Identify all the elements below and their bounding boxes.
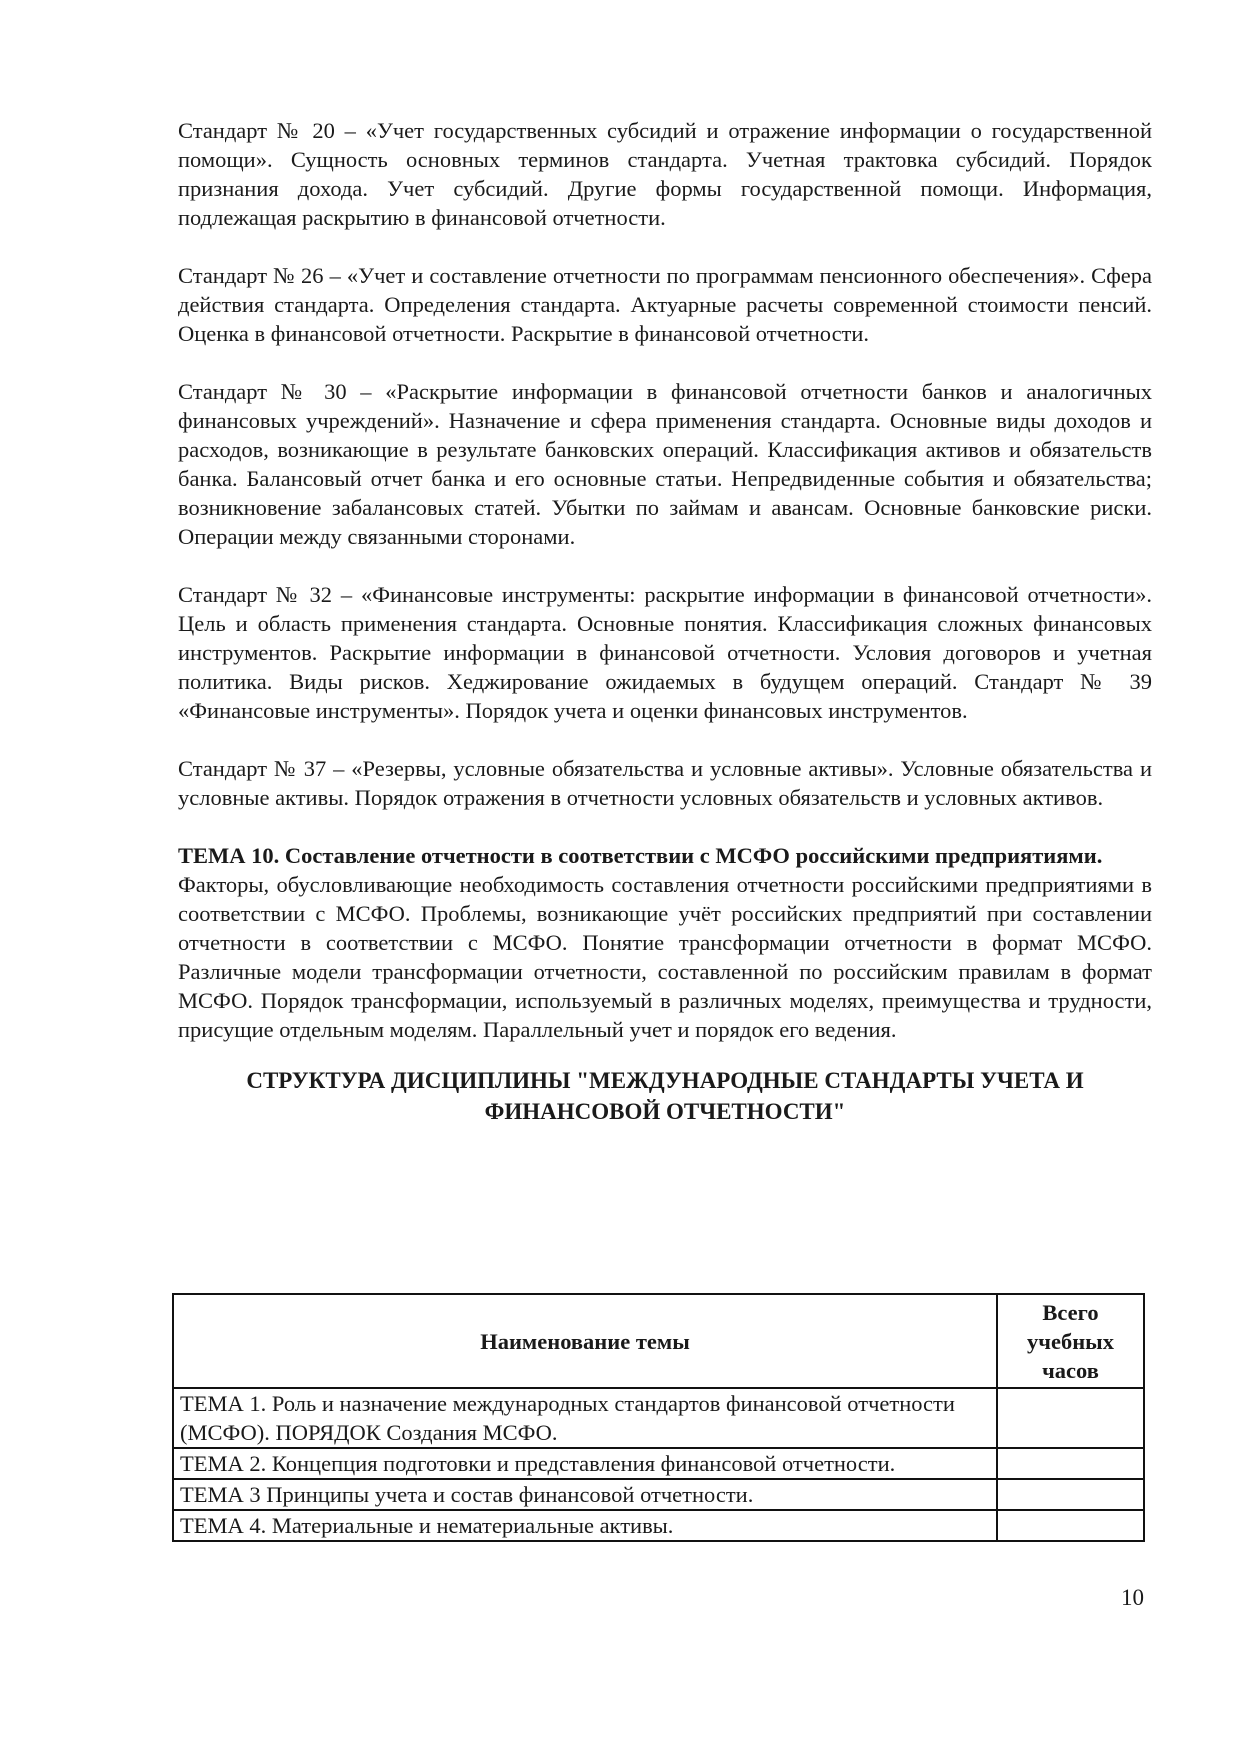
topic-cell: ТЕМА 3 Принципы учета и состав финансовой отчетности. <box>173 1479 997 1510</box>
topic-10-heading: ТЕМА 10. Составление отчетности в соответствии с МСФО российскими предприятиями. <box>178 843 1103 868</box>
table-row <box>173 1388 1144 1448</box>
header-total-hours: Всего учебных часов <box>997 1294 1144 1388</box>
topic-10-body: Факторы, обусловливающие необходимость составления отчетности российскими предприятиями в соответствии с МСФО. Проблемы, возникающие учёт российских предприятий при составлении отчетности в соответствии с МСФО. Понятие трансформации отчетности в формат МСФО. Различные модели трансформации отчетности, составленной по российским правилам в формат МСФО. Порядок трансформации, используемый в различных моделях, преимущества и трудности, присущие отдельным моделям. Параллельный учет и порядок его ведения. <box>178 872 1152 1042</box>
standard-32-paragraph: Стандарт № 32 – «Финансовые инструменты: раскрытие информации в финансовой отчетности». Цель и область применения стандарта. Основные понятия. Классификация сложных финансовых инструментов. Раскрытие информации в финансовой отчетности. Условия договоров и учетная политика. Виды рисков. Хеджирование ожидаемых в будущем операций. Стандарт № 39 «Финансовые инструменты». Порядок учета и оценки финансовых инструментов. <box>178 582 1152 723</box>
page-number: 10 <box>1121 1585 1144 1610</box>
hours-cell <box>997 1479 1144 1510</box>
header-topic-name: Наименование темы <box>173 1294 997 1388</box>
standard-20-paragraph: Стандарт № 20 – «Учет государственных субсидий и отражение информации о государственной помощи». Сущность основных терминов стандарта. Учетная трактовка субсидий. Порядок признания дохода. Учет субсидий. Другие формы государственной помощи. Информация, подлежащая раскрытию в финансовой отчетности. <box>178 118 1152 230</box>
document-page <box>178 116 1152 1128</box>
structure-table <box>172 1293 1145 1542</box>
topic-cell: ТЕМА 1. Роль и назначение международных стандартов финансовой отчетности (МСФО). ПОРЯДОК Создания МСФО. <box>173 1388 997 1448</box>
standard-26-paragraph: Стандарт № 26 – «Учет и составление отчетности по программам пенсионного обеспечения». Сфера действия стандарта. Определения стандарта. Актуарные расчеты современной стоимости пенсий. Оценка в финансовой отчетности. Раскрытие в финансовой отчетности. <box>178 263 1152 346</box>
topic-cell: ТЕМА 4. Материальные и нематериальные активы. <box>173 1510 997 1541</box>
table-row <box>173 1479 1144 1510</box>
table-header-row <box>173 1294 1144 1388</box>
standard-30-paragraph: Стандарт № 30 – «Раскрытие информации в финансовой отчетности банков и аналогичных финансовых учреждений». Назначение и сфера применения стандарта. Основные виды доходов и расходов, возникающие в результате банковских операций. Классификация активов и обязательств банка. Балансовый отчет банка и его основные статьи. Непредвиденные события и обязательства; возникновение забалансовых статей. Убытки по займам и авансам. Основные банковские риски. Операции между связанными сторонами. <box>178 379 1152 549</box>
structure-title <box>178 1066 1152 1126</box>
hours-cell <box>997 1388 1144 1448</box>
structure-title-line-2: ФИНАНСОВОЙ ОТЧЕТНОСТИ" <box>484 1099 846 1124</box>
table-row <box>173 1510 1144 1541</box>
hours-cell <box>997 1510 1144 1541</box>
standard-37-paragraph: Стандарт № 37 – «Резервы, условные обязательства и условные активы». Условные обязательства и условные активы. Порядок отражения в отчетности условных обязательств и условных активов. <box>178 756 1152 810</box>
structure-title-line-1: СТРУКТУРА ДИСЦИПЛИНЫ "МЕЖДУНАРОДНЫЕ СТАНДАРТЫ УЧЕТА И <box>246 1068 1084 1093</box>
table-row <box>173 1448 1144 1479</box>
topic-10-section <box>178 841 1152 1044</box>
topic-cell: ТЕМА 2. Концепция подготовки и представления финансовой отчетности. <box>173 1448 997 1479</box>
hours-cell <box>997 1448 1144 1479</box>
